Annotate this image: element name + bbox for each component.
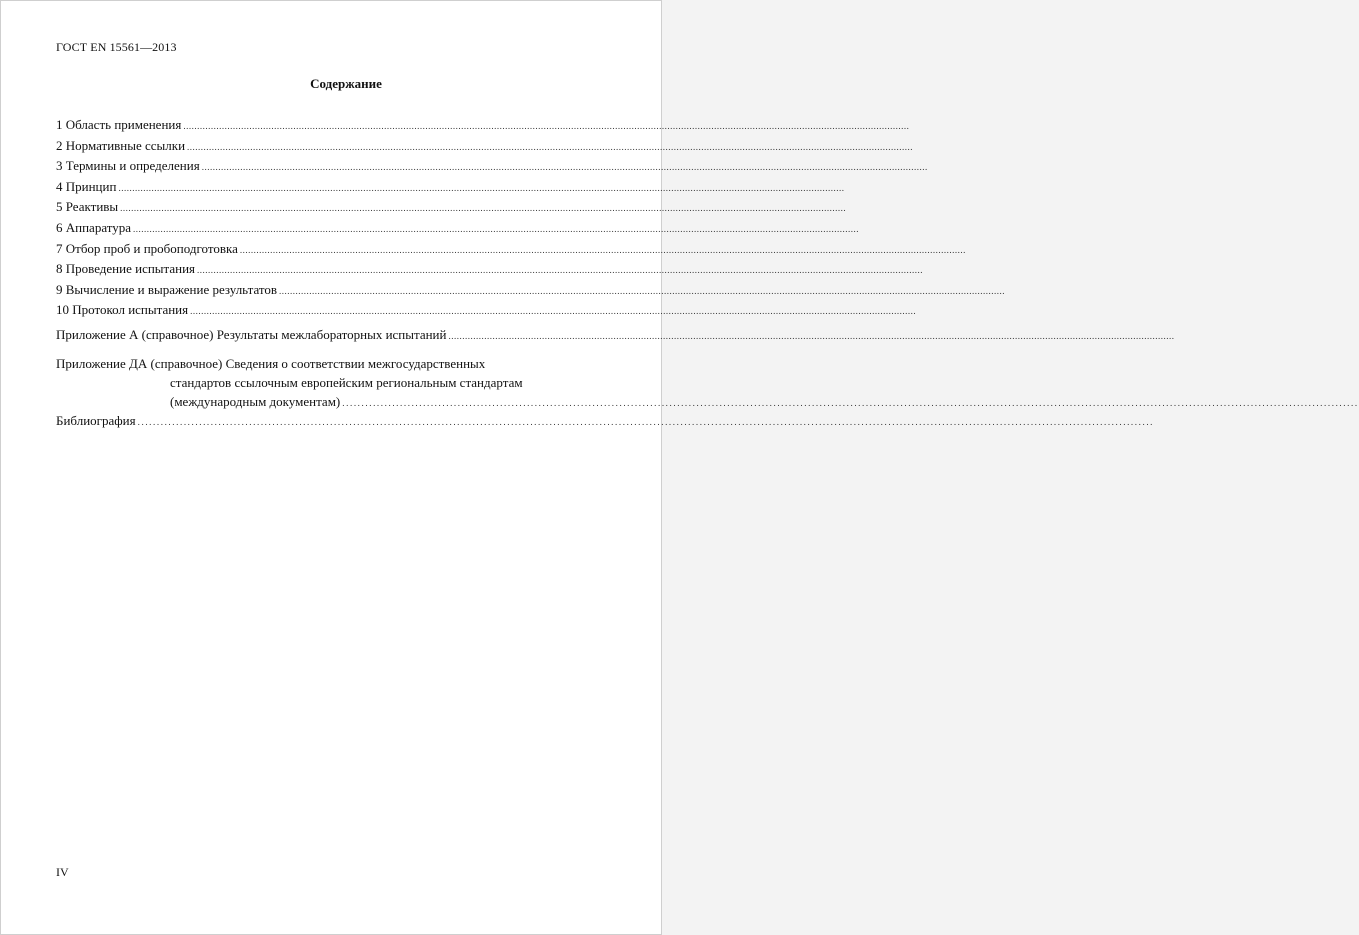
toc-title: Содержание — [310, 76, 382, 91]
toc-entry-sampling[interactable] — [56, 240, 966, 262]
toc-entry-bibliography[interactable] — [56, 412, 1155, 434]
toc-entry-reagents[interactable] — [56, 199, 847, 220]
dot-leader: ........................................................................................................................................................................................................................................................................ — [137, 416, 1155, 427]
toc-entry-line — [56, 354, 576, 373]
table-of-contents — [56, 117, 1359, 433]
dot-leader: ........................................................................................................................................................................................................................................................................ — [133, 223, 860, 234]
toc-entry-annex-da[interactable] — [56, 354, 1359, 413]
dot-leader: ........................................................................................................................................................................................................................................................................ — [118, 182, 845, 193]
toc-entry-label: Приложение ДА (справочное) Сведения о соответствии межгосударственных — [56, 355, 486, 371]
standard-designation: ГОСТ EN 15561—2013 — [56, 40, 177, 54]
page-number: IV — [56, 865, 69, 879]
toc-entry-line — [56, 392, 1359, 413]
toc-entry-label: 7 Отбор проб и пробоподготовка — [56, 240, 238, 256]
toc-entry-label: 5 Реактивы — [56, 199, 119, 215]
toc-entry-line — [56, 373, 576, 392]
toc-entry-annex-a[interactable] — [56, 326, 1175, 348]
toc-entry-test-report[interactable] — [56, 302, 917, 323]
toc-entry-label: Библиография — [56, 412, 136, 428]
toc-entry-terms-definitions[interactable] — [56, 158, 928, 179]
dot-leader: ........................................................................................................................................................................................................................................................................ — [190, 306, 917, 317]
toc-entry-label: 9 Вычисление и выражение результатов — [56, 281, 278, 297]
dot-leader: ........................................................................................................................................................................................................................................................................ — [183, 121, 910, 131]
dot-leader: ........................................................................................................................................................................................................................................................................ — [120, 203, 847, 214]
toc-entry-label: (международным документам) — [170, 393, 341, 409]
dot-leader: ........................................................................................................................................................................................................................................................................ — [342, 397, 1359, 408]
toc-entry-procedure[interactable] — [56, 261, 924, 282]
toc-entry-label: 10 Протокол испытания — [56, 302, 189, 318]
dot-leader: ........................................................................................................................................................................................................................................................................ — [187, 141, 914, 152]
toc-entry-normative-references[interactable] — [56, 137, 914, 159]
toc-entry-label: стандартов ссылочным европейским региональным стандартам — [170, 374, 523, 390]
toc-entry-label: Приложение А (справочное) Результаты межлабораторных испытаний — [56, 326, 447, 342]
toc-entry-label: 8 Проведение испытания — [56, 261, 196, 277]
dot-leader: ........................................................................................................................................................................................................................................................................ — [448, 330, 1175, 341]
dot-leader: ........................................................................................................................................................................................................................................................................ — [201, 162, 928, 173]
dot-leader: ........................................................................................................................................................................................................................................................................ — [279, 285, 1006, 296]
toc-entry-scope[interactable] — [56, 117, 910, 138]
dot-leader: ........................................................................................................................................................................................................................................................................ — [197, 265, 924, 276]
toc-entry-label: 1 Область применения — [56, 117, 182, 132]
toc-entry-label: 6 Аппаратура — [56, 219, 132, 235]
toc-entry-apparatus[interactable] — [56, 219, 860, 241]
toc-entry-principle[interactable] — [56, 178, 845, 200]
toc-entry-label: 3 Термины и определения — [56, 158, 200, 174]
toc-entry-calculation[interactable] — [56, 281, 1006, 303]
dot-leader: ........................................................................................................................................................................................................................................................................ — [239, 244, 966, 255]
toc-entry-label: 4 Принцип — [56, 178, 117, 194]
toc-entry-label: 2 Нормативные ссылки — [56, 137, 186, 153]
